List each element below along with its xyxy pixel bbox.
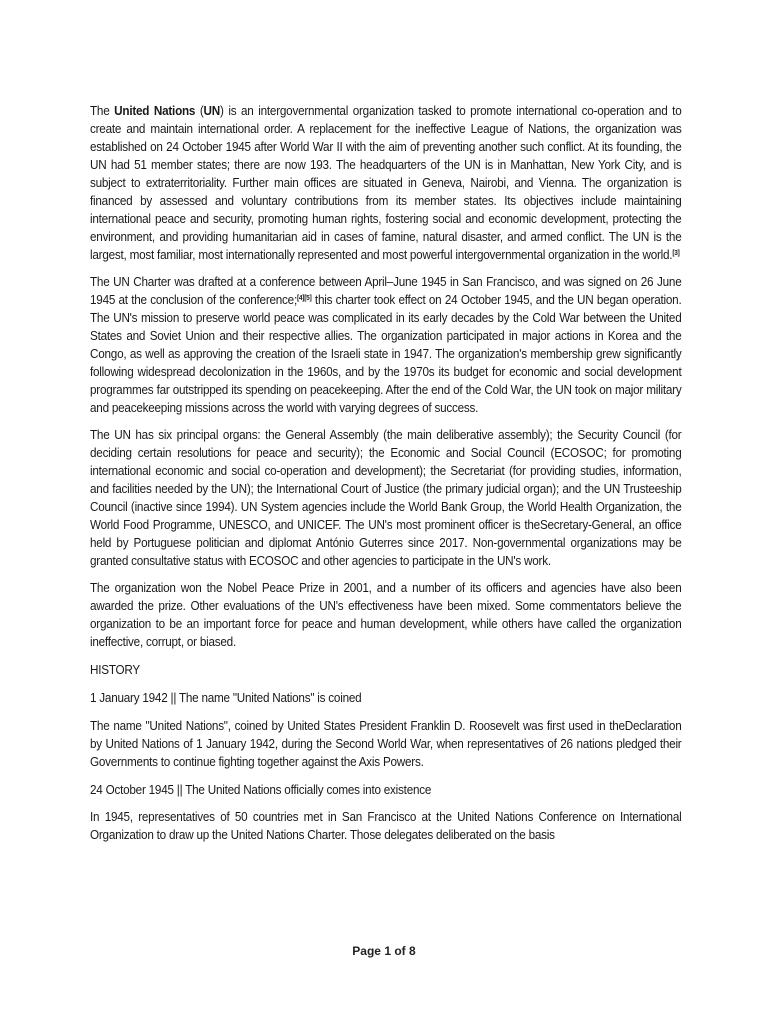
reference-3[interactable]: [3] (672, 250, 680, 257)
document-body (90, 102, 681, 844)
paren-close: ) (220, 104, 224, 118)
history-heading: HISTORY (90, 663, 141, 677)
paragraph-intro (90, 102, 681, 264)
page-number: 1 (384, 944, 391, 958)
page-footer (0, 944, 768, 958)
paragraph-1945: In 1945, representatives of 50 countries met in San Francisco at the United Nations Conference on International Organization to draw up the United Nations Charter. Those delegates deliberated on the basis (90, 810, 682, 842)
un-name-bold: United Nations (114, 104, 196, 118)
paragraph-1942: The name "United Nations", coined by United States President Franklin D. Roosevelt was first used in theDeclaration by United Nations of 1 January 1942, during the Second World War, when representatives of 26 nations pledged their Governments to continue fighting together against the Axis Powers. (90, 719, 682, 769)
paren-open: ( (195, 104, 204, 118)
charter-text-b: this charter took effect on 24 October 1945, and the UN began operation. The UN's mission to preserve world peace was complicated in its early decades by the Cold War between the United States and Soviet Union and their respective allies. The organization participated in major actions in Korea and the Congo, as well as approving the creation of the Israeli state in 1947. The organization's membership grew significantly following widespread decolonization in the 1960s, and by the 1970s its budget for economic and social development programmes far outstripped its spending on peacekeeping. After the end of the Cold War, the UN took on major military and peacekeeping missions across the world with varying degrees of success. (90, 293, 682, 415)
page-word: Page (352, 944, 385, 958)
of-word: of (391, 944, 409, 958)
page-total: 8 (409, 944, 416, 958)
paragraph-nobel: The organization won the Nobel Peace Prize in 2001, and a number of its officers and agencies have also been awarded the prize. Other evaluations of the UN's effectiveness have been mixed. Some commentators believe the organization to be an important force for peace and human development, while others have called the organization ineffective, corrupt, or biased. (90, 581, 682, 649)
paragraph-organs: The UN has six principal organs: the General Assembly (the main deliberative assembly); the Security Council (for deciding certain resolutions for peace and security); the Economic and Social Council (ECOSOC; for promoting international economic and social co-operation and development); the Secretariat (for providing studies, information, and facilities needed by the UN); the International Court of Justice (the primary judicial organ); and the UN Trusteeship Council (inactive since 1994). UN System agencies include the World Bank Group, the World Health Organization, the World Food Programme, UNESCO, and UNICEF. The UN's most prominent officer is theSecretary-General, an office held by Portuguese politician and diplomat António Guterres since 2017. Non-governmental organizations may be granted consultative status with ECOSOC and other agencies to participate in the UN's work. (90, 428, 682, 568)
history-entry-1945-title: 24 October 1945 || The United Nations officially comes into existence (90, 783, 432, 797)
history-entry-1942-title: 1 January 1942 || The name "United Nations" is coined (90, 691, 362, 705)
charter-text-a: The UN Charter was drafted at a conference between April–June 1945 in San Francisco, and was signed on 26 June 1945 at the conclusion of the conference; (90, 275, 682, 307)
un-abbr-bold: UN (203, 104, 221, 118)
intro-lead: The (90, 104, 115, 118)
paragraph-charter (90, 273, 681, 417)
reference-4-5[interactable]: [4][5] (296, 295, 312, 302)
intro-text: is an intergovernmental organization tasked to promote international co-operation and to create and maintain international order. A replacement for the ineffective League of Nations, the organization was established on 24 October 1945 after World War II with the aim of preventing another such conflict. At its founding, the UN had 51 member states; there are now 193. The headquarters of the UN is in Manhattan, New York City, and is subject to extraterritoriality. Further main offices are situated in Geneva, Nairobi, and Vienna. The organization is financed by assessed and voluntary contributions from its member states. Its objectives include maintaining international peace and security, promoting human rights, fostering social and economic development, protecting the environment, and providing humanitarian aid in cases of famine, natural disaster, and armed conflict. The UN is the largest, most familiar, most internationally represented and most powerful intergovernmental organization in the world. (90, 104, 682, 262)
